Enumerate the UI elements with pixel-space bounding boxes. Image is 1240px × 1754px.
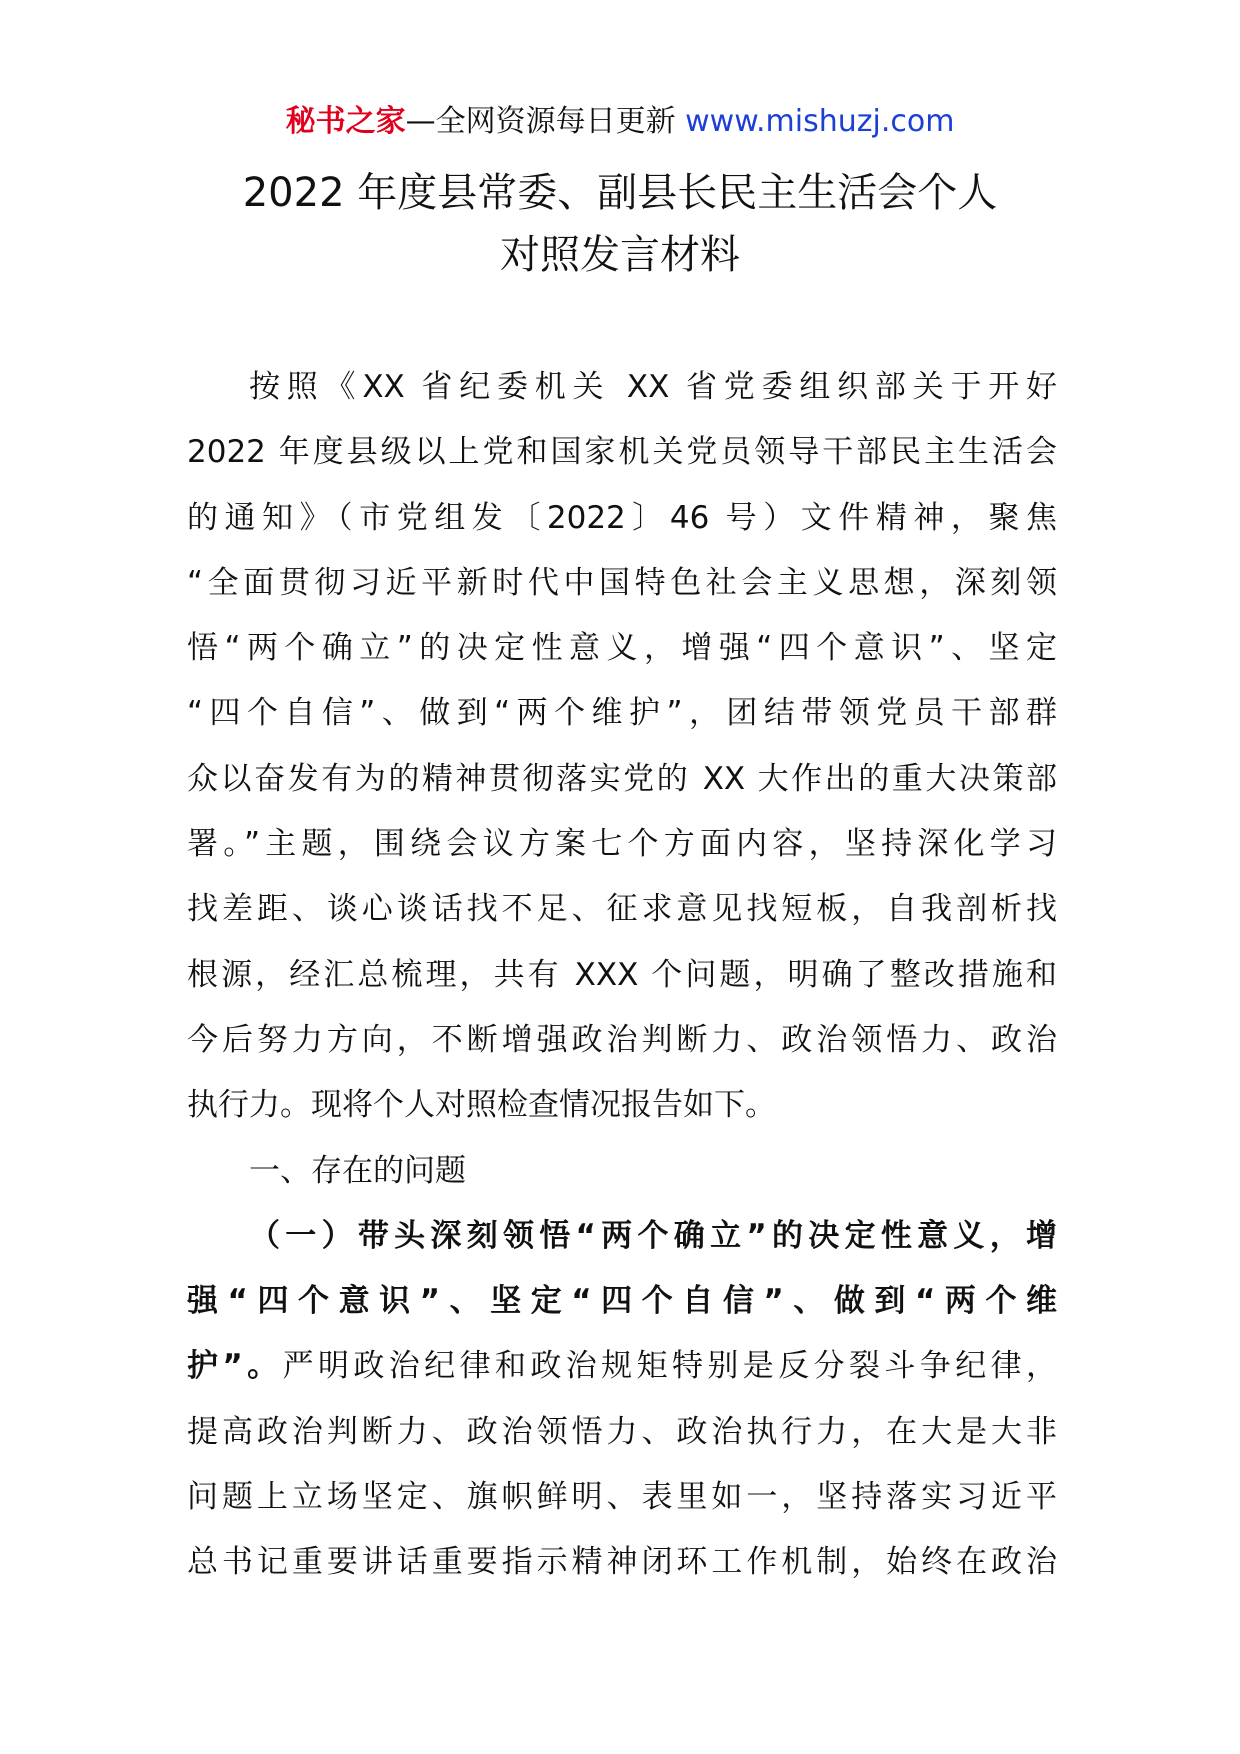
paragraph-line: “全面贯彻习近平新时代中国特色社会主义思想，深刻领 <box>187 564 1057 601</box>
paragraph-line: 找差距、谈心谈话找不足、征求意见找短板，自我剖析找 <box>187 891 1057 928</box>
subsection-heading-line-3: 护”。 <box>187 1348 283 1385</box>
paragraph-line: 众以奋发有为的精神贯彻落实党的 XX 大作出的重大决策部 <box>187 760 1057 797</box>
paragraph-text: 严明政治纪律和政治规矩特别是反分裂斗争纪律， <box>282 1348 1057 1385</box>
paragraph-line: “四个自信”、做到“两个维护”，团结带领党员干部群 <box>187 695 1057 732</box>
paragraph-line: 按照《XX 省纪委机关 XX 省党委组织部关于开好 <box>249 369 1057 405</box>
section-heading: 一、存在的问题 <box>249 1152 466 1189</box>
brand-name: 秘书之家 <box>285 104 406 139</box>
site-url-link[interactable]: www.mishuzj.com <box>685 104 955 139</box>
site-header <box>0 100 1240 144</box>
title-line-2: 对照发言材料 <box>500 232 740 278</box>
paragraph-line: 署。”主题，围绕会议方案七个方面内容，坚持深化学习 <box>187 826 1057 863</box>
paragraph-line: 今后努力方向，不断增强政治判断力、政治领悟力、政治 <box>187 1021 1057 1058</box>
paragraph-line: 总书记重要讲话重要指示精神闭环工作机制，始终在政治 <box>187 1544 1057 1581</box>
title-line-1: 2022 年度县常委、副县长民主生活会个人 <box>242 170 998 216</box>
paragraph-line: 2022 年度县级以上党和国家机关党员领导干部民主生活会 <box>187 434 1057 471</box>
paragraph-line: 问题上立场坚定、旗帜鲜明、表里如一，坚持落实习近平 <box>187 1479 1057 1516</box>
paragraph-line: 根源，经汇总梳理，共有 XXX 个问题，明确了整改措施和 <box>187 956 1057 993</box>
subsection-heading-line-1: （一）带头深刻领悟“两个确立”的决定性意义，增 <box>249 1217 1057 1254</box>
paragraph-line: 执行力。现将个人对照检查情况报告如下。 <box>187 1087 776 1124</box>
subsection-line-3 <box>187 1334 1057 1399</box>
header-slogan: —全网资源每日更新 <box>405 104 676 139</box>
subsection-heading-line-2: 强“四个意识”、坚定“四个自信”、做到“两个维 <box>187 1283 1057 1320</box>
paragraph-line: 的通知》（市党组发〔2022〕46 号）文件精神，聚焦 <box>187 499 1057 536</box>
document-body <box>187 355 1057 1596</box>
paragraph-line: 悟“两个确立”的决定性意义，增强“四个意识”、坚定 <box>187 630 1057 667</box>
document-title <box>150 162 1090 286</box>
paragraph-line: 提高政治判断力、政治领悟力、政治执行力，在大是大非 <box>187 1413 1057 1450</box>
